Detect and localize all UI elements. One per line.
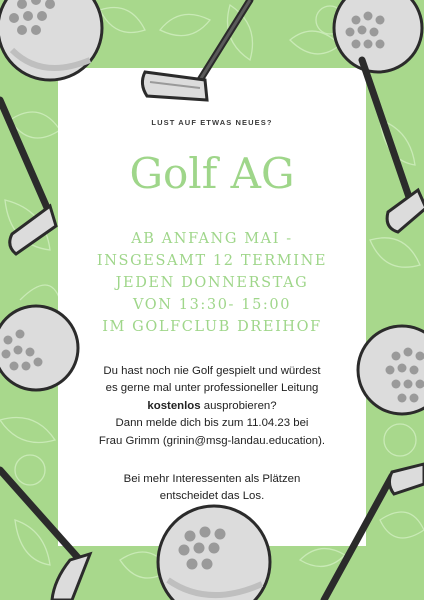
- schedule-line: JEDEN DONNERSTAG: [115, 275, 309, 291]
- free-highlight: kostenlos: [147, 399, 201, 412]
- description-line: [0, 398, 424, 415]
- schedule-block: [0, 228, 424, 338]
- contact-line: Frau Grimm (grinin@msg-landau.education).: [98, 434, 326, 447]
- description-line-rest: ausprobieren?: [200, 399, 277, 412]
- schedule-line: VON 13:30- 15:00: [132, 297, 292, 313]
- lottery-line: entscheidet das Los.: [159, 490, 265, 503]
- lottery-note: [0, 471, 424, 506]
- description-line: Du hast noch nie Golf gespielt und würdest: [103, 365, 321, 377]
- description-line: Dann melde dich bis zum 11.04.23 bei: [115, 417, 309, 430]
- description-paragraph: [0, 363, 424, 450]
- page-title: Golf AG: [129, 149, 295, 198]
- lottery-line: Bei mehr Interessenten als Plätzen: [123, 473, 301, 485]
- schedule-line: AB ANFANG MAI -: [131, 231, 293, 247]
- schedule-line: INSGESAMT 12 TERMINE: [96, 253, 328, 269]
- kicker-text: LUST AUF ETWAS NEUES?: [151, 118, 273, 127]
- description-line: es gerne mal unter professioneller Leitung: [105, 382, 319, 395]
- schedule-line: IM GOLFCLUB DREIHOF: [102, 319, 322, 335]
